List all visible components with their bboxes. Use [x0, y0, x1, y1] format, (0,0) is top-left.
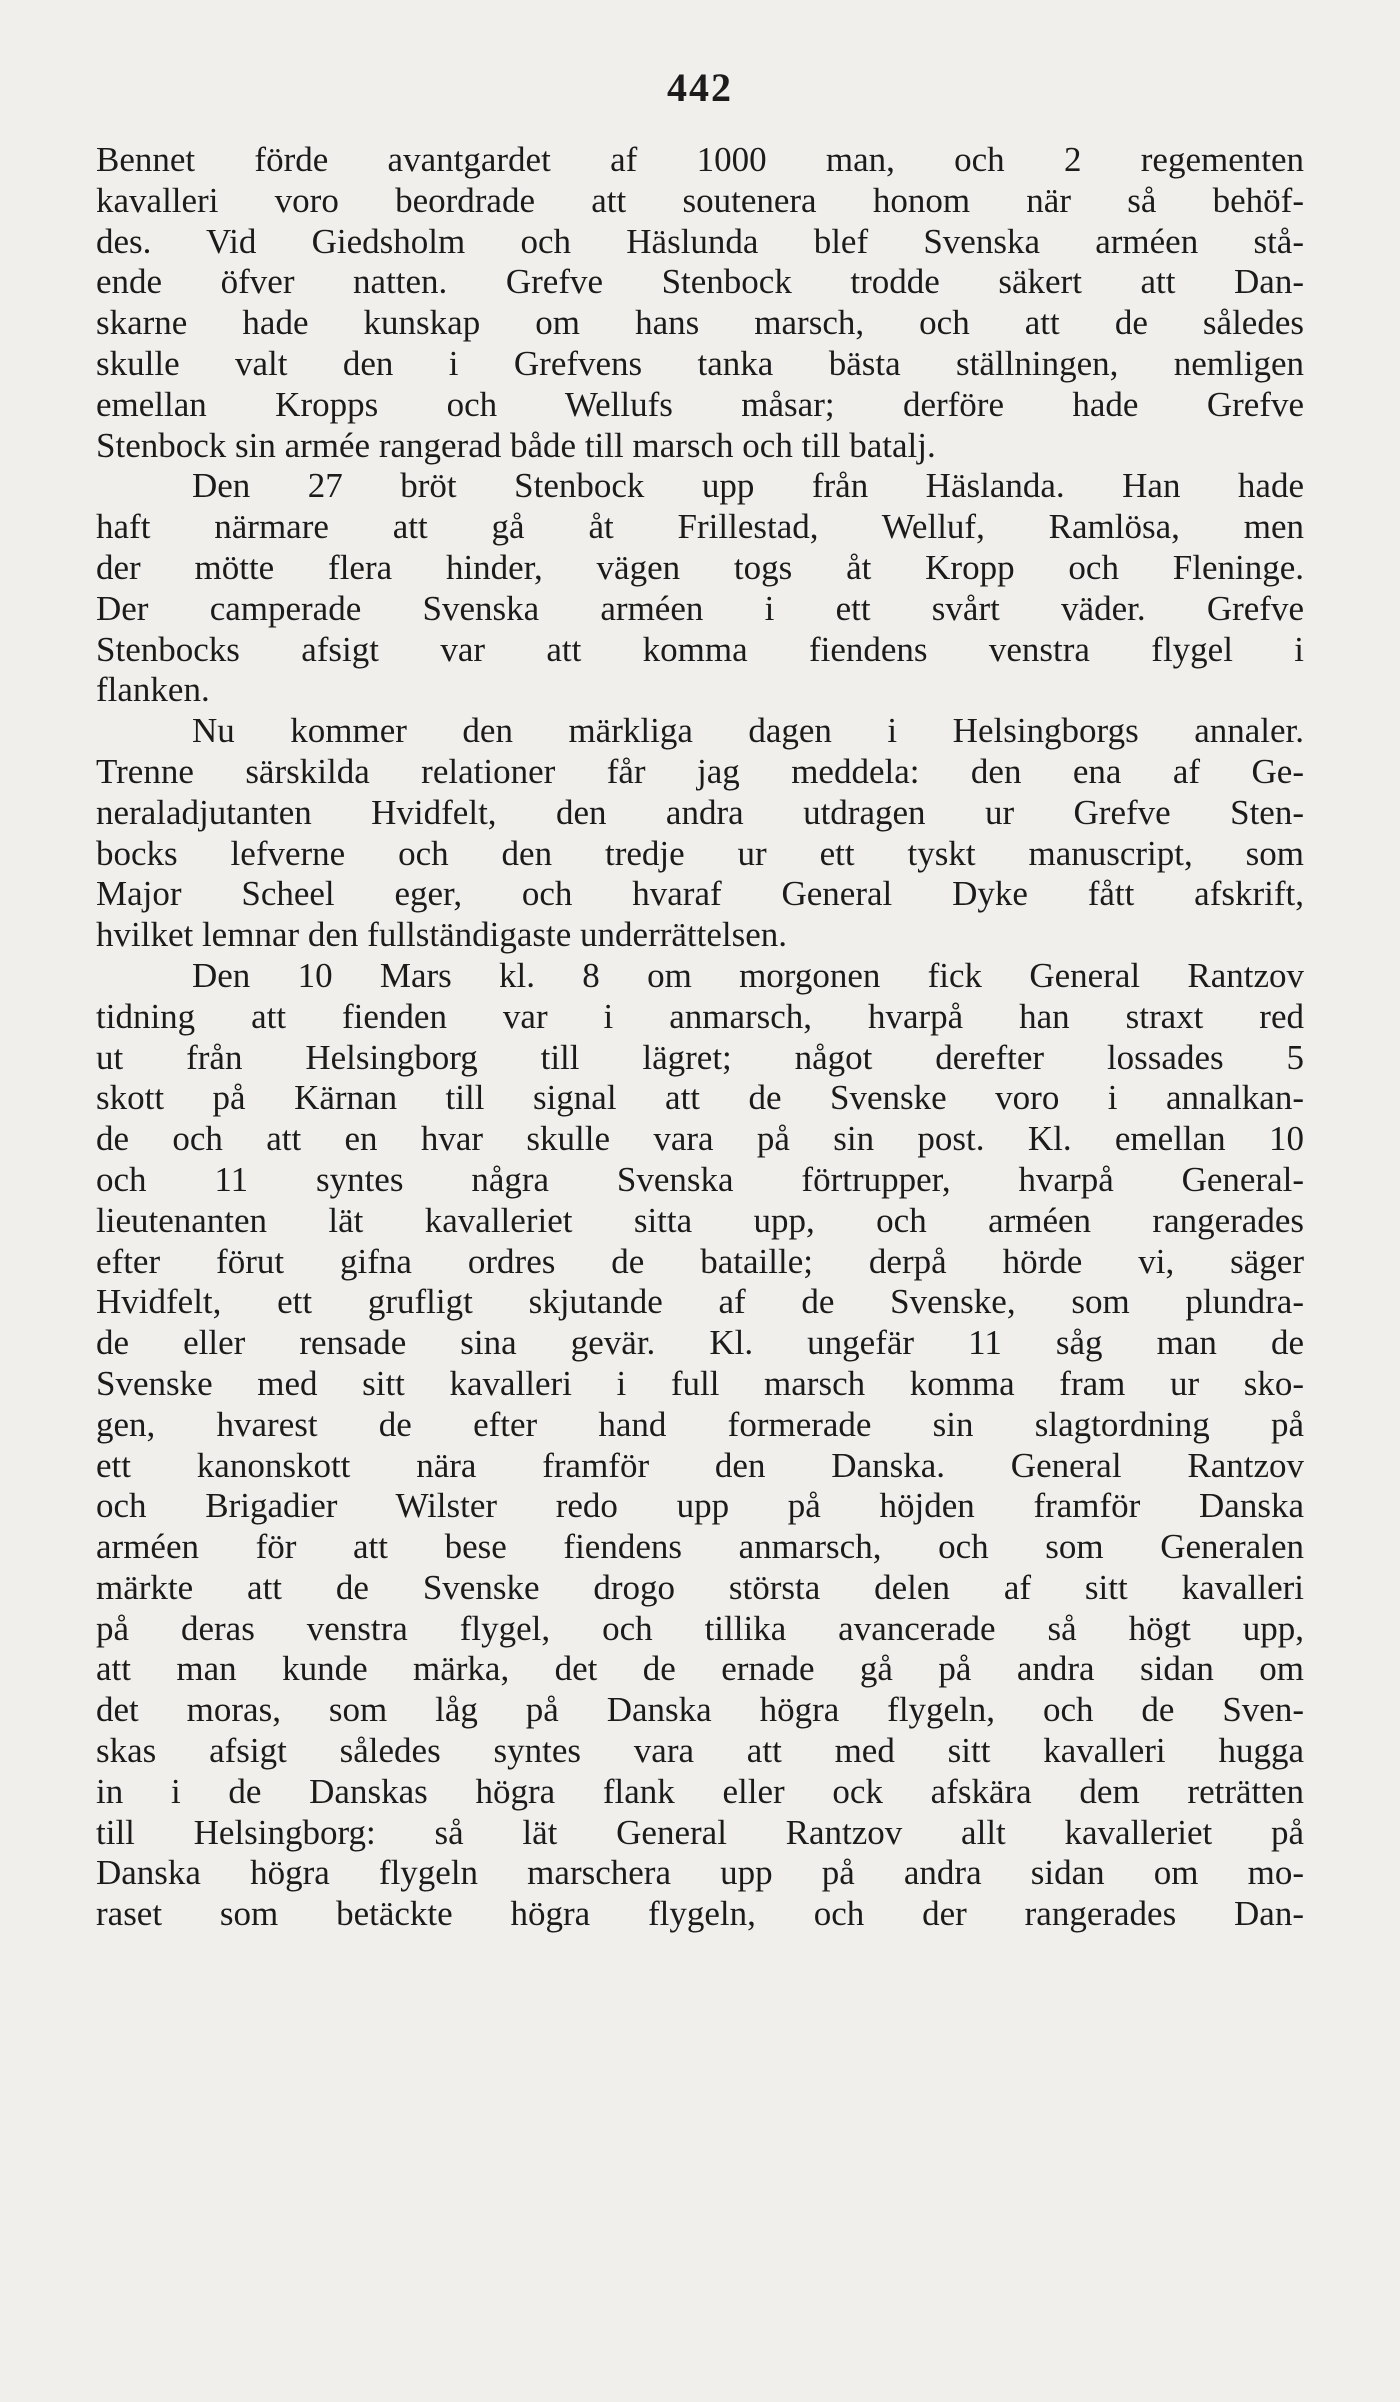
text-line: skas afsigt således syntes vara att med sitt kavalleri hugga [96, 1731, 1304, 1771]
text-line: Danska högra flygeln marschera upp på andra sidan om mo- [96, 1853, 1304, 1893]
text-line: Hvidfelt, ett grufligt skjutande af de Svenske, som plundra- [96, 1282, 1304, 1322]
text-line: efter förut gifna ordres de bataille; derpå hörde vi, säger [96, 1241, 1304, 1281]
text-line: lieutenanten lät kavalleriet sitta upp, och arméen rangerades [96, 1200, 1304, 1240]
text-line: arméen för att bese fiendens anmarsch, och som Generalen [96, 1527, 1304, 1567]
text-line: och 11 syntes några Svenska förtrupper, hvarpå General- [96, 1159, 1304, 1199]
text-line: ut från Helsingborg till lägret; något derefter lossades 5 [96, 1037, 1304, 1077]
text-line: hvilket lemnar den fullständigaste underrättelsen. [96, 915, 788, 955]
text-line: emellan Kropps och Wellufs måsar; derföre hade Grefve [96, 384, 1304, 424]
text-line: Nu kommer den märkliga dagen i Helsingborgs annaler. [192, 711, 1304, 751]
text-line: in i de Danskas högra flank eller ock afskära dem reträtten [96, 1771, 1304, 1811]
text-line: till Helsingborg: så lät General Rantzov allt kavalleriet på [96, 1812, 1304, 1852]
text-line: märkte att de Svenske drogo största delen af sitt kavalleri [96, 1567, 1304, 1607]
text-line: skulle valt den i Grefvens tanka bästa ställningen, nemligen [96, 343, 1304, 383]
text-line: de och att en hvar skulle vara på sin post. Kl. emellan 10 [96, 1119, 1304, 1159]
text-line: ett kanonskott nära framför den Danska. General Rantzov [96, 1445, 1304, 1485]
text-line: haft närmare att gå åt Frillestad, Welluf, Ramlösa, men [96, 507, 1304, 547]
text-line: Trenne särskilda relationer får jag meddela: den ena af Ge- [96, 751, 1304, 791]
page-number: 442 [667, 65, 733, 110]
text-line: kavalleri voro beordrade att soutenera honom när så behöf- [96, 180, 1304, 220]
text-line: der mötte flera hinder, vägen togs åt Kropp och Fleninge. [96, 547, 1304, 587]
text-line: att man kunde märka, det de ernade gå på andra sidan om [96, 1649, 1304, 1689]
text-line: de eller rensade sina gevär. Kl. ungefär 11 såg man de [96, 1323, 1304, 1363]
text-line: flanken. [96, 670, 210, 710]
text-line: neraladjutanten Hvidfelt, den andra utdragen ur Grefve Sten- [96, 792, 1304, 832]
text-line: och Brigadier Wilster redo upp på höjden framför Danska [96, 1486, 1304, 1526]
text-line: skarne hade kunskap om hans marsch, och att de således [96, 303, 1304, 343]
text-line: det moras, som låg på Danska högra flygeln, och de Sven- [96, 1690, 1304, 1730]
text-line: Stenbock sin armée rangerad både till marsch och till batalj. [96, 425, 936, 465]
text-line: Stenbocks afsigt var att komma fiendens venstra flygel i [96, 629, 1304, 669]
text-line: på deras venstra flygel, och tillika avancerade så högt upp, [96, 1608, 1304, 1648]
text-line: skott på Kärnan till signal att de Svenske voro i annalkan- [96, 1078, 1304, 1118]
text-line: tidning att fienden var i anmarsch, hvarpå han straxt red [96, 996, 1304, 1036]
text-line: raset som betäckte högra flygeln, och der rangerades Dan- [96, 1894, 1304, 1934]
text-line: Den 27 bröt Stenbock upp från Häslanda. Han hade [192, 466, 1304, 506]
text-line: Den 10 Mars kl. 8 om morgonen fick General Rantzov [192, 955, 1304, 995]
text-line: Major Scheel eger, och hvaraf General Dyke fått afskrift, [96, 874, 1304, 914]
text-line: gen, hvarest de efter hand formerade sin slagtordning på [96, 1404, 1304, 1444]
body-text [96, 140, 1304, 1935]
text-line: Svenske med sitt kavalleri i full marsch komma fram ur sko- [96, 1363, 1304, 1403]
text-line: des. Vid Giedsholm och Häslunda blef Svenska arméen stå- [96, 221, 1304, 261]
text-line: Bennet förde avantgardet af 1000 man, och 2 regementen [96, 140, 1304, 179]
text-line: bocks lefverne och den tredje ur ett tyskt manuscript, som [96, 833, 1304, 873]
text-line: ende öfver natten. Grefve Stenbock trodde säkert att Dan- [96, 262, 1304, 302]
text-line: Der camperade Svenska arméen i ett svårt väder. Grefve [96, 588, 1304, 628]
